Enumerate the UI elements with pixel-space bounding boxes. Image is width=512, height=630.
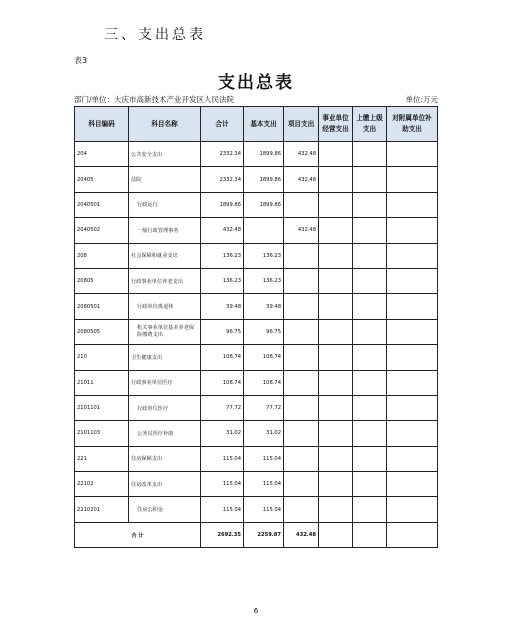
header-basic: 基本支出	[244, 107, 284, 142]
row-subsidy	[387, 472, 438, 497]
row-basic: 136.23	[244, 268, 284, 293]
row-upper	[353, 319, 387, 344]
row-subsidy	[387, 497, 438, 522]
row-subsidy	[387, 218, 438, 243]
row-code: 2040502	[75, 218, 129, 243]
row-project	[284, 472, 319, 497]
row-project	[284, 294, 319, 319]
row-business	[319, 345, 353, 370]
row-total: 115.04	[201, 497, 244, 522]
page-title: 支出总表	[218, 73, 294, 93]
header-upper: 上缴上级支出	[353, 107, 387, 142]
row-subsidy	[387, 268, 438, 293]
row-code: 204	[75, 142, 129, 167]
row-name: 行政运行	[129, 192, 201, 217]
row-business	[319, 243, 353, 268]
header-name: 科目名称	[129, 107, 201, 142]
row-code: 2210201	[75, 497, 129, 522]
row-business	[319, 167, 353, 192]
row-project	[284, 268, 319, 293]
table-row	[75, 294, 438, 319]
row-code: 210	[75, 345, 129, 370]
row-business	[319, 472, 353, 497]
row-business	[319, 218, 353, 243]
row-basic: 115.04	[244, 497, 284, 522]
row-code: 2101101	[75, 395, 129, 420]
row-basic: 108.74	[244, 370, 284, 395]
row-project: 432.48	[284, 218, 319, 243]
row-basic: 77.72	[244, 395, 284, 420]
row-upper	[353, 497, 387, 522]
row-name: 住房改革支出	[129, 472, 201, 497]
row-name: 住房公积金	[129, 497, 201, 522]
row-code: 2080505	[75, 319, 129, 344]
row-basic: 1899.86	[244, 142, 284, 167]
row-code: 221	[75, 446, 129, 471]
row-name: 行政事业单位医疗	[129, 370, 201, 395]
row-name: 行政单位离退休	[129, 294, 201, 319]
row-business	[319, 370, 353, 395]
row-project	[284, 192, 319, 217]
row-subsidy	[387, 192, 438, 217]
row-project	[284, 497, 319, 522]
row-basic: 1899.86	[244, 192, 284, 217]
row-project	[284, 421, 319, 446]
table-row	[75, 268, 438, 293]
row-total: 432.48	[201, 218, 244, 243]
row-project	[284, 395, 319, 420]
row-name: 社会保障和就业支出	[129, 243, 201, 268]
row-subsidy	[387, 243, 438, 268]
row-total: 2332.34	[201, 142, 244, 167]
page-number: 6	[253, 607, 259, 615]
table-row	[75, 370, 438, 395]
header-business: 事业单位经营支出	[319, 107, 353, 142]
row-basic: 115.04	[244, 472, 284, 497]
row-subsidy	[387, 142, 438, 167]
row-project	[284, 370, 319, 395]
table-row	[75, 319, 438, 344]
row-total: 136.23	[201, 243, 244, 268]
row-basic: 96.75	[244, 319, 284, 344]
row-business	[319, 497, 353, 522]
total-upper	[353, 522, 387, 547]
row-basic	[244, 218, 284, 243]
total-project: 432.48	[284, 522, 319, 547]
row-total: 1899.86	[201, 192, 244, 217]
section-heading: 三、支出总表	[104, 27, 206, 43]
table-row	[75, 421, 438, 446]
row-basic: 1899.86	[244, 167, 284, 192]
table-row	[75, 142, 438, 167]
row-name: 行政单位医疗	[129, 395, 201, 420]
table-row	[75, 345, 438, 370]
row-subsidy	[387, 319, 438, 344]
row-project	[284, 446, 319, 471]
row-name: 一般行政管理事务	[129, 218, 201, 243]
row-total: 108.74	[201, 345, 244, 370]
table-row	[75, 243, 438, 268]
row-project	[284, 345, 319, 370]
table-row	[75, 395, 438, 420]
unit-label: 单位:万元	[405, 95, 438, 104]
row-basic: 108.74	[244, 345, 284, 370]
row-upper	[353, 192, 387, 217]
row-subsidy	[387, 370, 438, 395]
row-basic: 39.48	[244, 294, 284, 319]
row-name: 公共安全支出	[129, 142, 201, 167]
total-row	[75, 522, 438, 547]
row-business	[319, 294, 353, 319]
department-label: 部门/单位：大庆市高新技术产业开发区人民法院	[74, 95, 235, 104]
row-business	[319, 395, 353, 420]
row-name: 法院	[129, 167, 201, 192]
row-name: 行政事业单位养老支出	[129, 268, 201, 293]
row-upper	[353, 446, 387, 471]
row-code: 22102	[75, 472, 129, 497]
row-name: 住房保障支出	[129, 446, 201, 471]
table-number: 表3	[74, 56, 88, 65]
row-name: 机关事业单位基本养老保险缴费支出	[129, 319, 201, 344]
row-name: 卫生健康支出	[129, 345, 201, 370]
row-project: 432.48	[284, 142, 319, 167]
header-total: 合计	[201, 107, 244, 142]
row-upper	[353, 472, 387, 497]
table-header-row	[75, 107, 438, 142]
row-business	[319, 142, 353, 167]
row-business	[319, 421, 353, 446]
row-business	[319, 446, 353, 471]
row-subsidy	[387, 167, 438, 192]
row-upper	[353, 421, 387, 446]
table-row	[75, 472, 438, 497]
row-upper	[353, 395, 387, 420]
row-upper	[353, 268, 387, 293]
expense-summary-table	[74, 106, 438, 548]
row-basic: 136.23	[244, 243, 284, 268]
row-total: 77.72	[201, 395, 244, 420]
row-code: 20805	[75, 268, 129, 293]
row-total: 108.74	[201, 370, 244, 395]
table-row	[75, 218, 438, 243]
row-upper	[353, 345, 387, 370]
row-subsidy	[387, 395, 438, 420]
row-total: 115.04	[201, 446, 244, 471]
row-business	[319, 192, 353, 217]
row-basic: 115.04	[244, 446, 284, 471]
table-row	[75, 167, 438, 192]
total-label: 合 计	[75, 522, 201, 547]
header-subsidy: 对附属单位补助支出	[387, 107, 438, 142]
row-upper	[353, 243, 387, 268]
row-subsidy	[387, 446, 438, 471]
row-project	[284, 319, 319, 344]
row-project	[284, 243, 319, 268]
row-code: 2080501	[75, 294, 129, 319]
total-business	[319, 522, 353, 547]
row-subsidy	[387, 345, 438, 370]
row-code: 2040501	[75, 192, 129, 217]
row-upper	[353, 294, 387, 319]
row-subsidy	[387, 421, 438, 446]
row-upper	[353, 167, 387, 192]
header-code: 科目编码	[75, 107, 129, 142]
total-subsidy	[387, 522, 438, 547]
total-basic: 2259.87	[244, 522, 284, 547]
row-total: 2332.34	[201, 167, 244, 192]
table-row	[75, 446, 438, 471]
row-upper	[353, 142, 387, 167]
row-code: 208	[75, 243, 129, 268]
row-code: 2101103	[75, 421, 129, 446]
row-business	[319, 319, 353, 344]
row-total: 96.75	[201, 319, 244, 344]
header-project: 项目支出	[284, 107, 319, 142]
row-subsidy	[387, 294, 438, 319]
row-total: 39.48	[201, 294, 244, 319]
row-upper	[353, 218, 387, 243]
row-code: 20405	[75, 167, 129, 192]
row-total: 136.23	[201, 268, 244, 293]
total-total: 2692.35	[201, 522, 244, 547]
row-basic: 31.02	[244, 421, 284, 446]
row-upper	[353, 370, 387, 395]
table-row	[75, 192, 438, 217]
row-total: 115.04	[201, 472, 244, 497]
table-row	[75, 497, 438, 522]
row-business	[319, 268, 353, 293]
row-project: 432.48	[284, 167, 319, 192]
row-code: 21011	[75, 370, 129, 395]
row-name: 公务员医疗补助	[129, 421, 201, 446]
row-total: 31.02	[201, 421, 244, 446]
